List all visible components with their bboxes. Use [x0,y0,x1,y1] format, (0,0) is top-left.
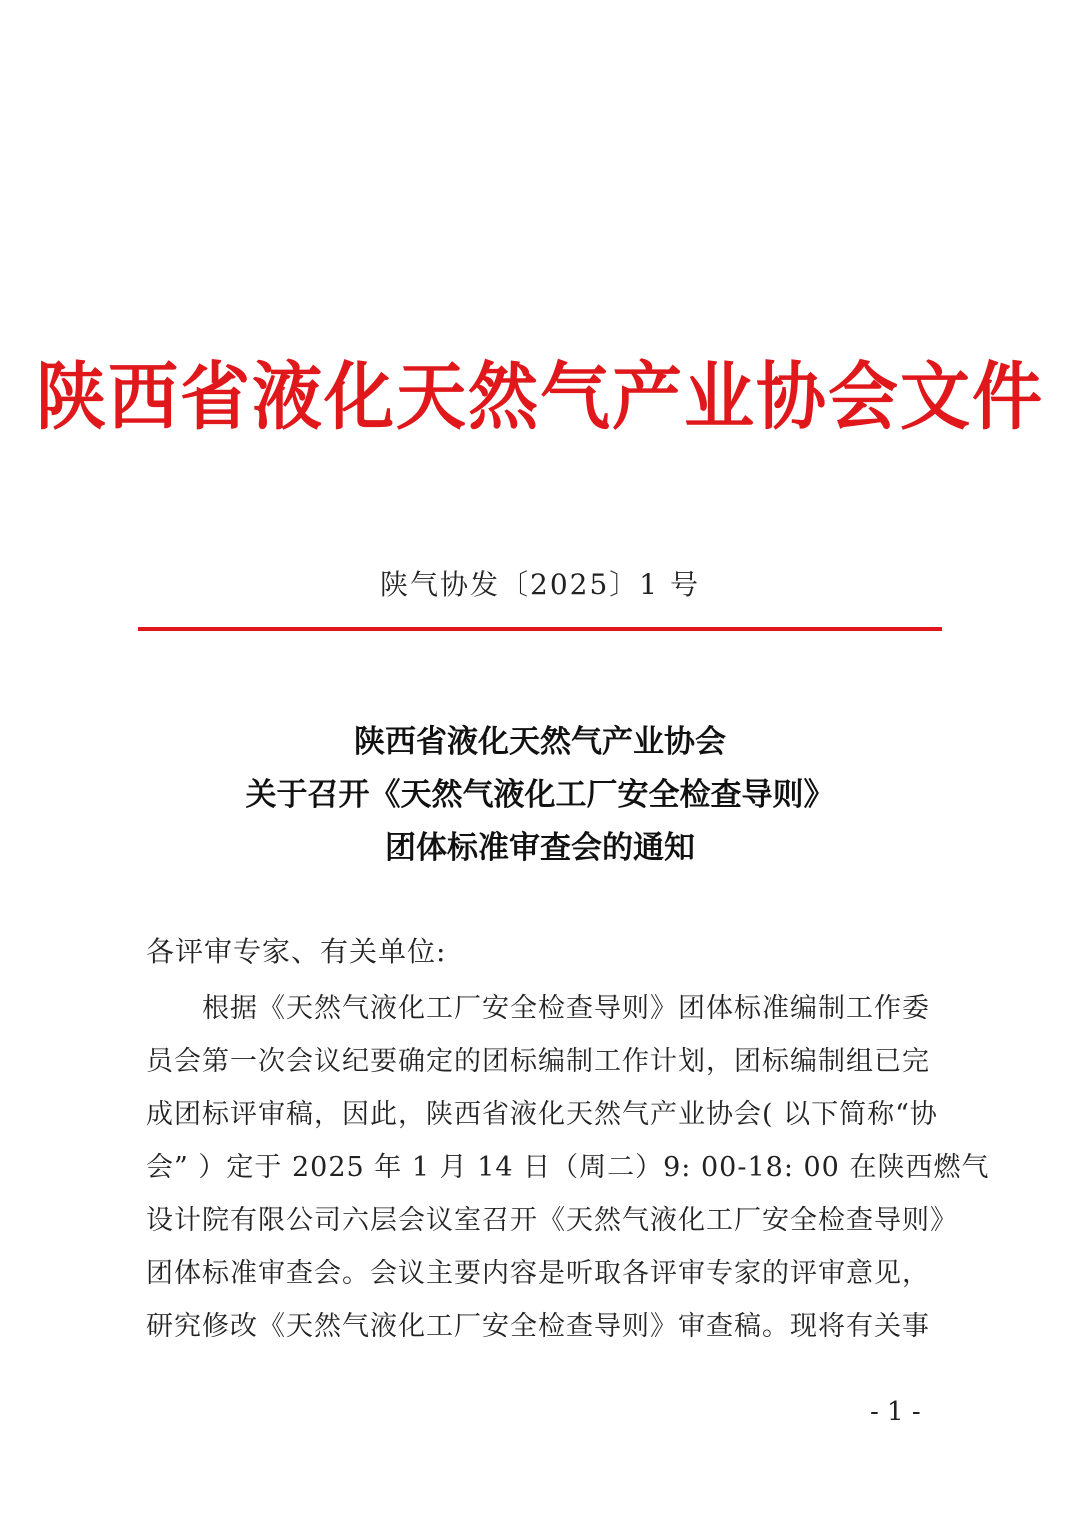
org-file-header: 陕西省液化天然气产业协会文件 [36,352,1044,441]
title-line-3: 团体标准审查会的通知 [385,830,695,866]
title-line-2: 关于召开《天然气液化工厂安全检查导则》 [245,777,835,813]
body-line-6: 团体标准审查会。会议主要内容是听取各评审专家的评审意见， [146,1258,930,1289]
body-line-1: 根据《天然气液化工厂安全检查导则》团体标准编制工作委 [202,993,930,1024]
body-line-2: 员会第一次会议纪要确定的团标编制工作计划，团标编制组已完 [146,1046,930,1077]
body-line-4: 会” ）定于 2025 年 1 月 14 日（周二）9: 00-18: 00 在陕西燃气 [146,1152,990,1183]
body-paragraph [146,982,990,1353]
red-divider-rule [138,627,942,631]
salutation: 各评审专家、有关单位: [146,935,447,968]
body-line-3: 成团标评审稿，因此，陕西省液化天然气产业协会( 以下简称“协 [146,1099,938,1130]
body-line-7: 研究修改《天然气液化工厂安全检查导则》审查稿。现将有关事 [146,1311,930,1342]
body-line-5: 设计院有限公司六层会议室召开《天然气液化工厂安全检查导则》 [146,1205,958,1236]
title-line-1: 陕西省液化天然气产业协会 [354,724,726,760]
document-number: 陕气协发〔2025〕1 号 [380,568,700,601]
page-number: - 1 - [870,1397,921,1427]
notice-title [0,716,1080,875]
